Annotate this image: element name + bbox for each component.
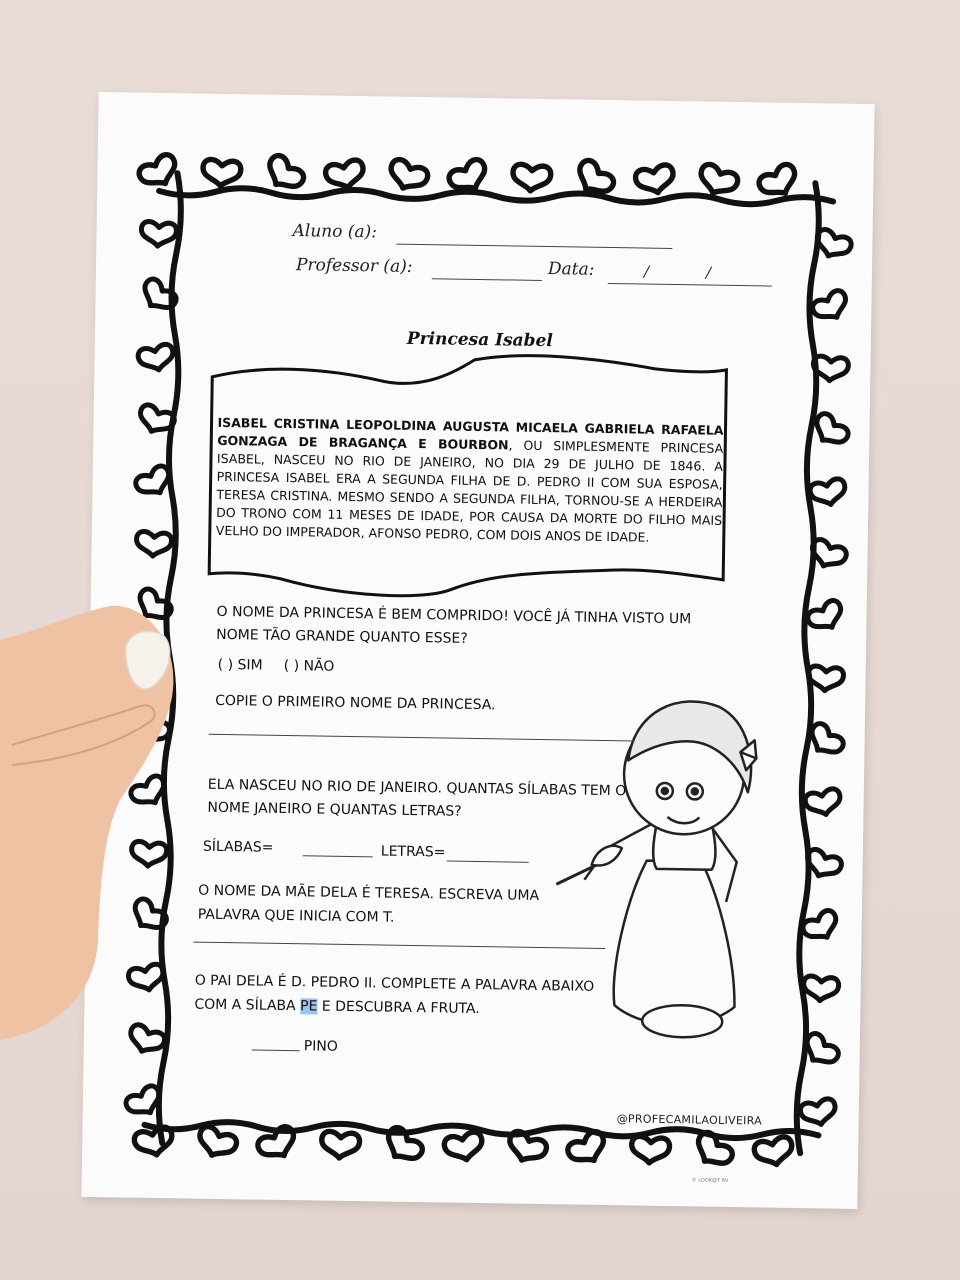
border-heart <box>805 598 847 636</box>
border-heart <box>753 1135 795 1168</box>
date-slash-2: / <box>705 263 712 282</box>
border-heart <box>634 164 676 197</box>
q5-line-2-post: E DESCUBRA A FRUTA. <box>317 998 480 1018</box>
border-heart <box>125 1023 166 1058</box>
teacher-label: Professor (a): <box>295 255 413 277</box>
q1-line-1: O NOME DA PRINCESA É BEM COMPRIDO! VOCÊ JÁ TINHA VISTO UM <box>216 603 692 628</box>
border-vine <box>158 173 181 1143</box>
border-heart <box>443 1131 485 1164</box>
intro-body: , OU SIMPLESMENTE PRINCESA ISABEL, NASCEU NO RIO DE JANEIRO, NO DIA 29 DE JULHO DE 1846. A PRINCESA ISABEL ERA A SEGUNDA FILHA DE D. PEDRO II COM SUA ESPOSA, TERESA CRISTINA. MESMO SENDO A SEGUNDA FILHA, TORNOU-SE A HERDEIRA DO TRONO COM 11 MESES DE IDADE, POR CAUSA DA MORTE DO FILHO MAIS VELHO DO IMPERADOR, AFONSO PEDRO, COM DOIS ANOS DE IDADE. <box>215 437 724 545</box>
full-name-bold: ISABEL CRISTINA LEOPOLDINA AUGUSTA MICAELA GABRIELA RAFAELA GONZAGA DE BRAGANÇA E BOURBON <box>217 414 724 453</box>
worksheet-page <box>81 92 874 1209</box>
border-heart <box>137 343 176 374</box>
q5-line-2 <box>194 994 480 1021</box>
q3-line-1: ELA NASCEU NO RIO DE JANEIRO. QUANTAS SÍLABAS TEM O <box>207 776 627 800</box>
border-heart <box>324 159 366 192</box>
border-heart <box>804 787 843 818</box>
q3-silabas-label: SÍLABAS= <box>202 838 274 856</box>
border-heart <box>202 159 242 188</box>
date-slash-1: / <box>643 262 650 281</box>
border-heart <box>810 288 852 326</box>
q5-line-2-pre: COM A SÍLABA <box>194 996 301 1015</box>
page-title: Princesa Isabel <box>406 328 553 352</box>
border-heart <box>809 478 848 509</box>
highlighted-syllable: PE <box>299 998 318 1015</box>
intro-paragraph <box>216 414 724 548</box>
border-heart <box>630 1136 670 1165</box>
heart-border-frame <box>81 92 874 1209</box>
q5-line-1: O PAI DELA É D. PEDRO II. COMPLETE A PALAVRA ABAIXO <box>194 972 595 995</box>
border-heart <box>130 841 167 868</box>
border-heart <box>512 164 552 193</box>
q3-letras-label: LETRAS= <box>380 843 446 861</box>
q1-option-sim[interactable]: ( ) SIM <box>217 656 263 674</box>
border-heart <box>135 531 172 558</box>
border-heart <box>800 908 842 946</box>
border-heart <box>799 1097 838 1128</box>
border-heart <box>802 975 839 1002</box>
border-heart <box>140 221 177 248</box>
student-label: Aluno (a): <box>292 221 378 243</box>
q2-text: COPIE O PRIMEIRO NOME DA PRINCESA. <box>215 692 496 714</box>
q4-line-1: O NOME DA MÃE DELA É TERESA. ESCREVA UMA <box>198 882 540 904</box>
author-handle: @PROFECAMILAOLIVEIRA <box>616 1112 763 1128</box>
border-heart <box>194 1124 239 1162</box>
copyright-note: © LOOK@T RV <box>691 1177 729 1184</box>
q1-line-2: NOME TÃO GRANDE QUANTO ESSE? <box>216 626 468 647</box>
q1-option-nao[interactable]: ( ) NÃO <box>283 657 335 675</box>
q5-word-suffix: PINO <box>303 1038 338 1055</box>
date-label: Data: <box>547 259 595 280</box>
q4-line-2: PALAVRA QUE INICIA COM T. <box>197 906 395 926</box>
border-heart <box>320 1131 360 1160</box>
q3-line-2: NOME JANEIRO E QUANTAS LETRAS? <box>207 799 462 820</box>
border-heart <box>385 157 430 195</box>
border-heart <box>132 653 171 684</box>
